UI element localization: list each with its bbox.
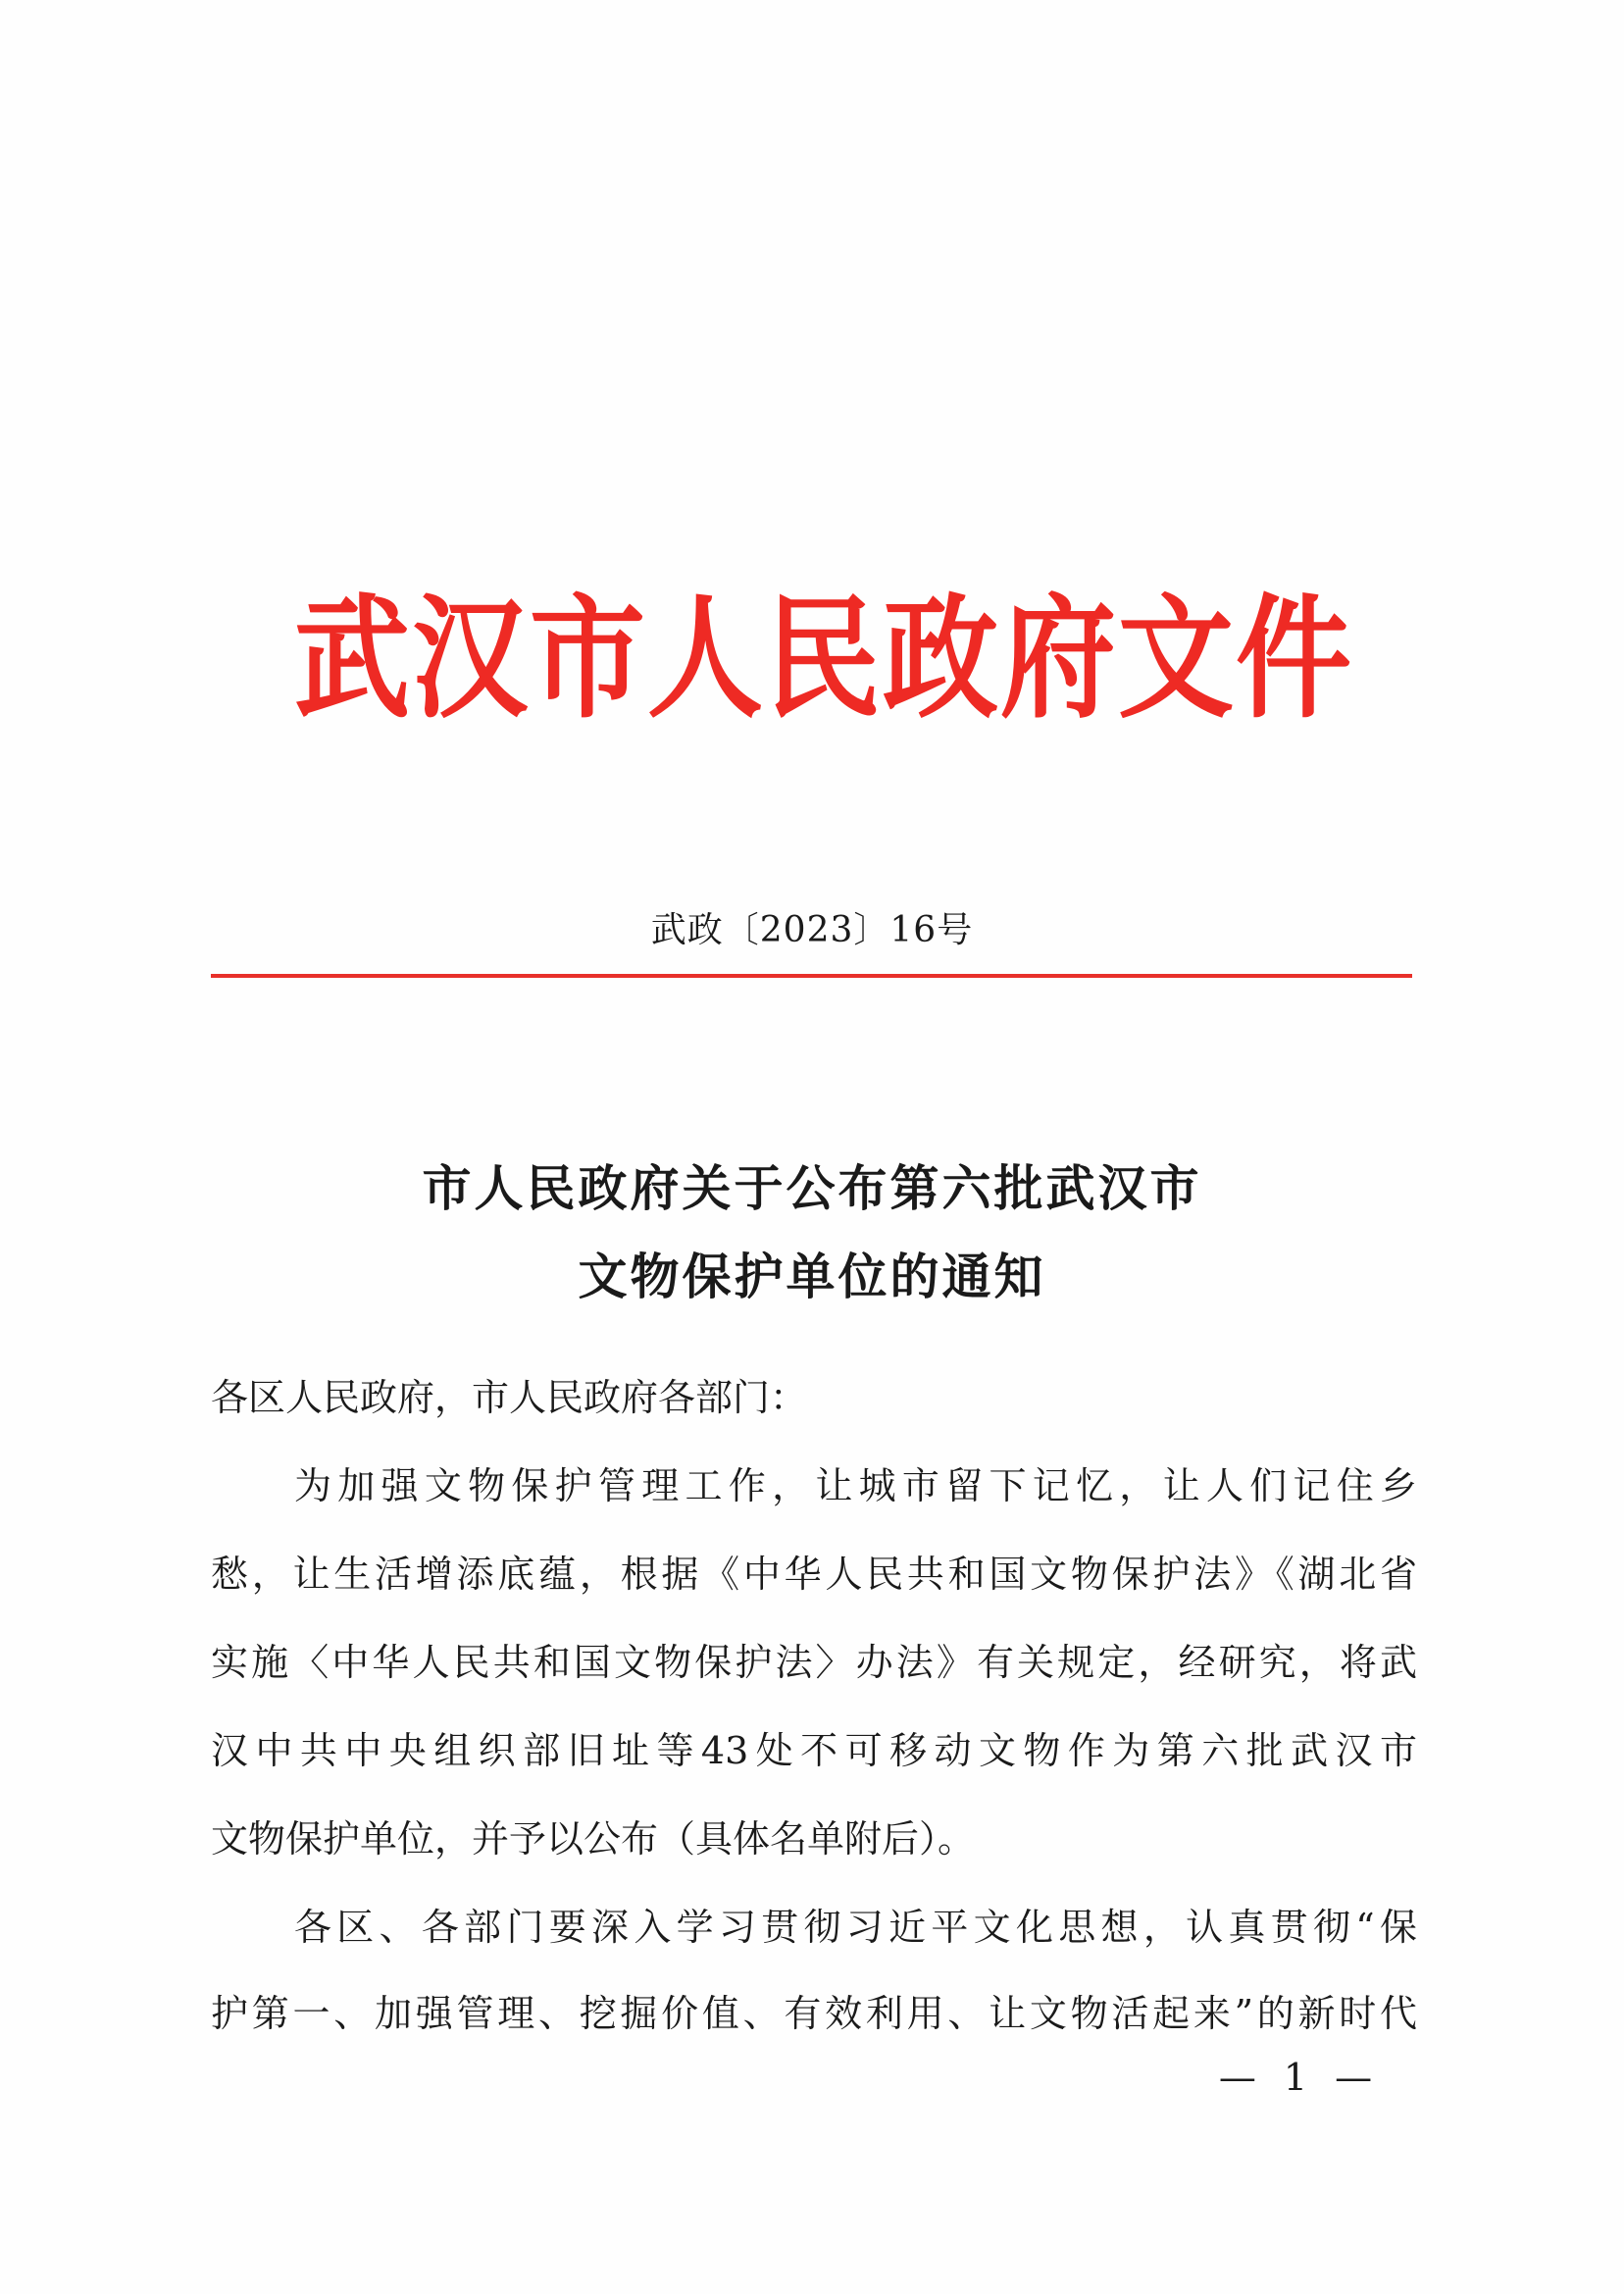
document-number: 武政〔2023〕16号 [650, 910, 974, 950]
body-line: 为加强文物保护管理工作，让城市留下记忆，让人们记住乡 [294, 1464, 1417, 1507]
body-line: 护第一、加强管理、挖掘价值、有效利用、让文物活起来”的新时代 [211, 1992, 1417, 2035]
page-number: — 1 — [1218, 2056, 1381, 2099]
body-line: 实施〈中华人民共和国文物保护法〉办法》有关规定，经研究，将武 [211, 1641, 1417, 1684]
red-divider-line [211, 974, 1412, 978]
notice-title-line-1: 市人民政府关于公布第六批武汉市 [422, 1159, 1202, 1217]
body-line: 愁，让生活增添底蕴，根据《中华人民共和国文物保护法》《湖北省 [211, 1553, 1417, 1596]
body-line: 各区、各部门要深入学习贯彻习近平文化思想，认真贯彻“保 [294, 1906, 1417, 1949]
document-header-title: 武汉市人民政府文件 [294, 581, 1354, 737]
salutation: 各区人民政府，市人民政府各部门： [211, 1376, 808, 1419]
notice-title-line-2: 文物保护单位的通知 [578, 1248, 1046, 1305]
body-line: 汉中共中央组织部旧址等43处不可移动文物作为第六批武汉市 [211, 1729, 1417, 1772]
body-line: 文物保护单位，并予以公布（具体名单附后）。 [211, 1817, 976, 1861]
